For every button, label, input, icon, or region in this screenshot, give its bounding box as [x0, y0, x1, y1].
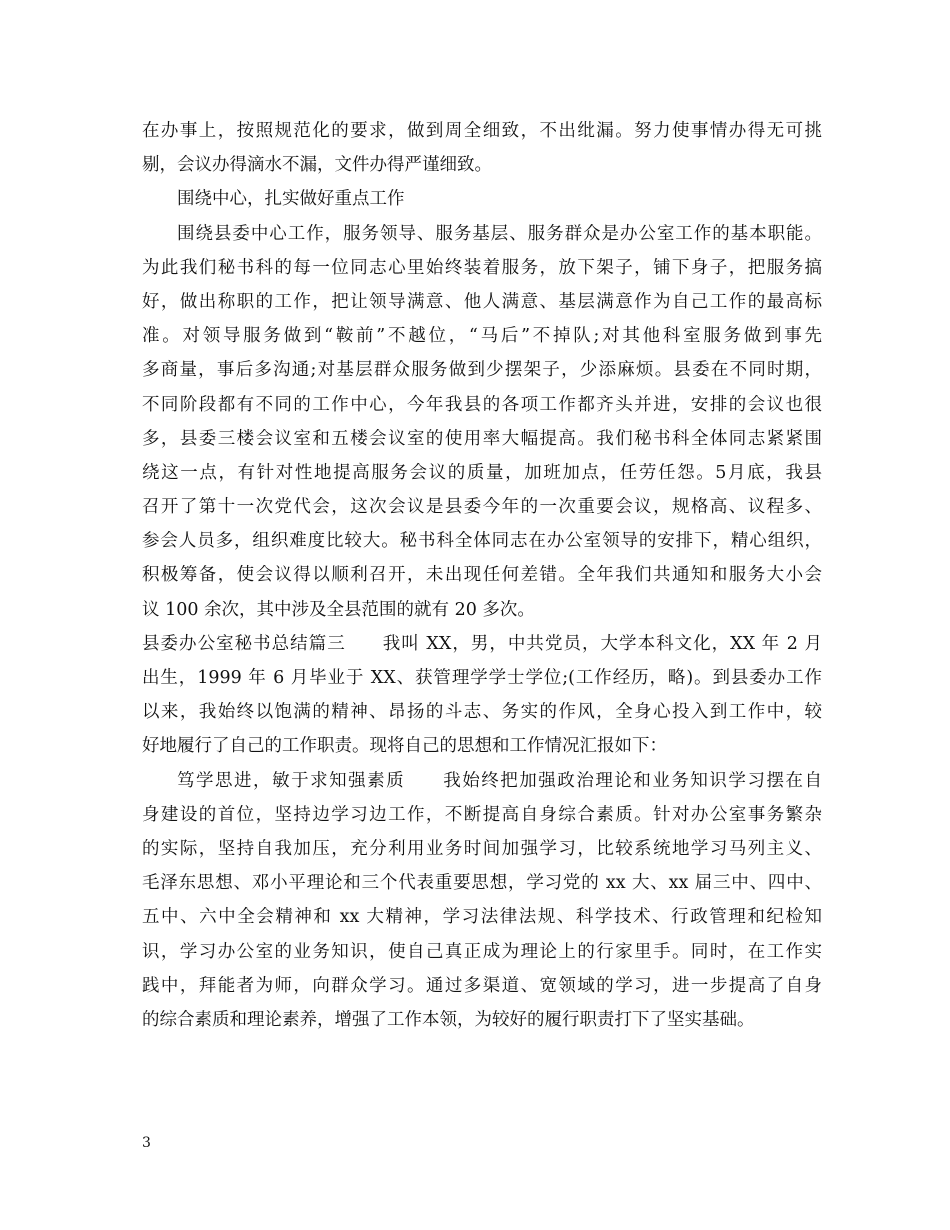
text-line: 践中，拜能者为师，向群众学习。通过多渠道、宽领域的学习，进一步提高了自身 [142, 975, 822, 996]
page-number: 3 [142, 1135, 151, 1151]
text-line: 的实际，坚持自我加压，充分利用业务时间加强学习，比较系统地学习马列主义、 [142, 838, 822, 859]
text-line: 以来，我始终以饱满的精神、昂扬的斗志、务实的作风，全身心投入到工作中，较 [142, 702, 822, 723]
text-line: 召开了第十一次党代会，这次会议是县委今年的一次重要会议，规格高、议程多、 [142, 497, 822, 518]
text-line: 准。对领导服务做到“鞍前”不越位，“马后”不掉队;对其他科室服务做到事先 [142, 326, 822, 347]
text-line: 为此我们秘书科的每一位同志心里始终装着服务，放下架子，铺下身子，把服务搞 [142, 257, 822, 278]
text-line: 剔，会议办得滴水不漏，文件办得严谨细致。 [142, 155, 492, 176]
text-line: 绕这一点，有针对性地提高服务会议的质量，加班加点，任劳任怨。5月底，我县 [142, 462, 822, 483]
text-line: 参会人员多，组织难度比较大。秘书科全体同志在办公室领导的安排下，精心组织， [142, 531, 822, 552]
text-line: 好地履行了自己的工作职责。现将自己的思想和工作情况汇报如下： [142, 736, 667, 757]
text-line: 好，做出称职的工作，把让领导满意、他人满意、基层满意作为自己工作的最高标 [142, 291, 822, 312]
text-line: 毛泽东思想、邓小平理论和三个代表重要思想，学习党的 xx 大、xx 届三中、四中、 [142, 873, 822, 894]
text-line: 多，县委三楼会议室和五楼会议室的使用率大幅提高。我们秘书科全体同志紧紧围 [142, 428, 822, 449]
text-line: 多商量，事后多沟通;对基层群众服务做到少摆架子，少添麻烦。县委在不同时期， [142, 360, 822, 381]
text-line: 笃学思进，敏于求知强素质 我始终把加强政治理论和业务知识学习摆在自 [177, 770, 822, 791]
text-line: 五中、六中全会精神和 xx 大精神，学习法律法规、科学技术、行政管理和纪检知 [142, 907, 822, 928]
text-line: 县委办公室秘书总结篇三 我叫 XX，男，中共党员，大学本科文化，XX 年 2 月 [142, 633, 822, 654]
text-line: 的综合素质和理论素养，增强了工作本领，为较好的履行职责打下了坚实基础。 [142, 1009, 755, 1030]
text-line: 围绕中心，扎实做好重点工作 [177, 189, 405, 210]
text-line: 议 100 余次，其中涉及全县范围的就有 20 多次。 [142, 599, 535, 620]
text-line: 识，学习办公室的业务知识，使自己真正成为理论上的行家里手。同时，在工作实 [142, 941, 822, 962]
text-line: 不同阶段都有不同的工作中心，今年我县的各项工作都齐头并进，安排的会议也很 [142, 394, 822, 415]
text-line: 围绕县委中心工作，服务领导、服务基层、服务群众是办公室工作的基本职能。 [177, 223, 822, 244]
text-line: 在办事上，按照规范化的要求，做到周全细致，不出纰漏。努力使事情办得无可挑 [142, 121, 822, 141]
text-line: 出生，1999 年 6 月毕业于 XX、获管理学学士学位;(工作经历，略)。到县委办工作 [142, 668, 822, 688]
document-body [142, 114, 822, 1037]
text-line: 积极筹备，使会议得以顺利召开，未出现任何差错。全年我们共通知和服务大小会 [142, 565, 822, 586]
text-line: 身建设的首位，坚持边学习边工作，不断提高自身综合素质。针对办公室事务繁杂 [142, 804, 822, 825]
